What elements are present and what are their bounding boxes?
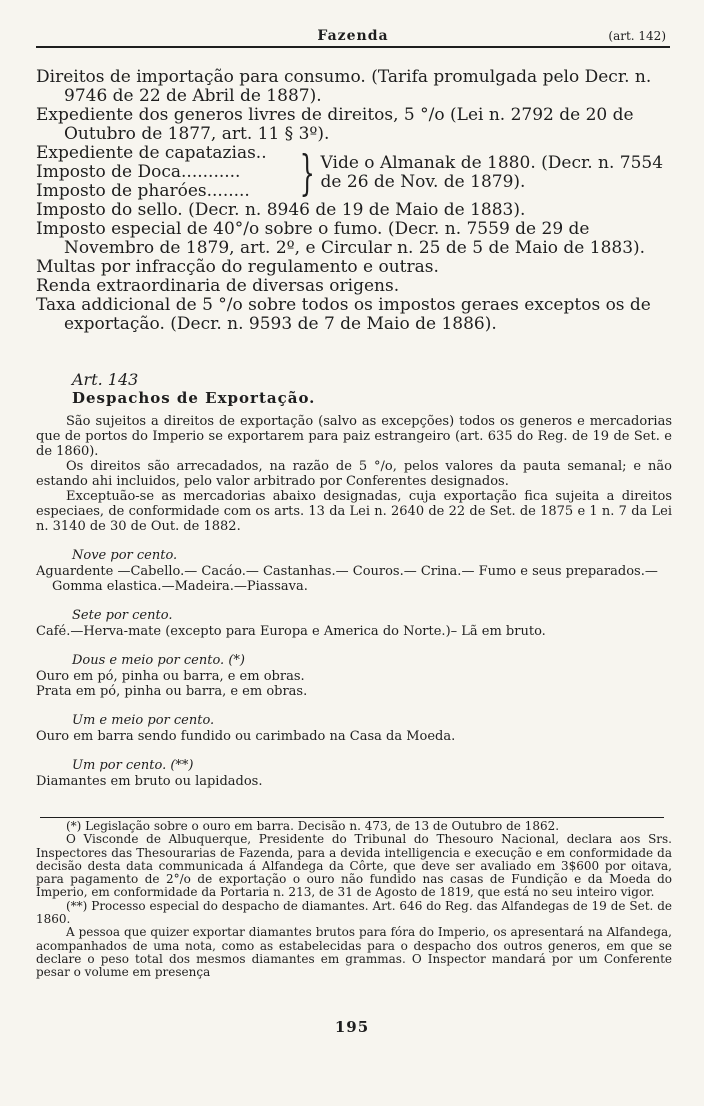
body-paragraph: Exceptuão-se as mercadorias abaixo designadas, cuja exportação fica sujeita a direitos especiaes, de conformidade com os arts. 13 da Lei n. 2640 de 22 de Set. de 1875 e 1 n. 7 da Lei n. 3140 de 30 de Out. de 1882. [36,489,672,534]
revenue-list [36,68,672,334]
article-heading [72,370,315,407]
footnote-rule [40,817,664,818]
brace-item: Imposto de Doca........... [36,162,241,182]
footnotes [36,820,672,980]
article-number: Art. 143 [72,370,139,389]
footnote: A pessoa que quizer exportar diamantes brutos para fóra do Imperio, os apresentará na Alfandega, acompanhados de uma nota, como as estabelecidas para o despacho dos outros generos, em que se declare o peso total dos mesmos diamantes em grammas. O Inspector mandará por um Conferente pesar o volume em presença [36,925,672,980]
rate-items: Aguardente —Cabello.— Cacáo.— Castanhas.— Couros.— Crina.— Fumo e seus preparados.—Gomma elastica.—Madeira.—Piassava. [36,564,658,594]
entry-renda: Renda extraordinaria de diversas origens. [36,276,400,296]
rate-title: Sete por cento. [72,608,173,623]
rate-items: Ouro em pó, pinha ou barra, e em obras. [36,669,305,684]
rate-title: Um e meio por cento. [72,713,215,728]
entry-importacao: Direitos de importação para consumo. (Tarifa promulgada pelo Decr. n. 9746 de 22 de Abril de 1887). [36,67,652,106]
rate-items: Diamantes em bruto ou lapidados. [36,774,263,789]
brace-group [36,144,672,201]
footnote: O Visconde de Albuquerque, Presidente do Tribunal do Thesouro Nacional, declara aos Srs. Inspectores das Thesourarias de Fazenda, para a devida intelligencia e execução e em conformidade da decisão desta data communicada á Alfandega da Côrte, que deve ser avaliado em 3$600 por oitava, para pagamento de 2°/o de exportação o ouro não fundido nas casas de Fundição e da Moeda do Imperio, em conformidade da Portaria n. 213, de 31 de Agosto de 1819, que está no seu inteiro vigor. [36,832,672,900]
entry-fumo: Imposto especial de 40°/o sobre o fumo. (Decr. n. 7559 de 29 de Novembro de 1879, art. 2º, e Circular n. 25 de 5 de Maio de 1883). [36,219,646,258]
rate-group-dous-e-meio [36,653,672,699]
rate-group-um-e-meio [36,713,672,744]
page-number: 195 [334,1018,370,1036]
rate-title: Nove por cento. [72,548,178,563]
header-article-ref: (art. 142) [608,29,666,43]
body-paragraph: Os direitos são arrecadados, na razão de 5 °/o, pelos valores da pauta semanal; e não estando ahi incluidos, pelo valor arbitrado por Conferentes designados. [36,459,672,489]
article-subtitle: Despachos de Exportação. [72,389,316,407]
brace-items [36,144,294,201]
rate-items: Prata em pó, pinha ou barra, e em obras. [36,684,308,699]
rate-title: Dous e meio por cento. (*) [72,653,245,668]
article-body [36,414,672,789]
brace-item: Expediente de capatazias.. [36,143,267,163]
rate-items: Café.—Herva-mate (excepto para Europa e America do Norte.)– Lã em bruto. [36,624,546,639]
brace-item: Imposto de pharóes........ [36,181,250,201]
rate-group-nove [36,548,672,594]
entry-multas: Multas por infracção do regulamento e outras. [36,257,439,277]
header-title: Fazenda [317,28,389,44]
body-paragraph: São sujeitos a direitos de exportação (salvo as excepções) todos os generos e mercadorias que de portos do Imperio se exportarem para paiz estrangeiro (art. 635 do Reg. de 19 de Set. e de 1860). [36,414,672,459]
rate-title: Um por cento. (**) [72,758,194,773]
rate-group-sete [36,608,672,639]
rate-group-um [36,758,672,789]
footnote: (**) Processo especial do despacho de diamantes. Art. 646 do Reg. das Alfandegas de 19 de Set. de 1860. [36,898,672,927]
rate-items: Ouro em barra sendo fundido ou carimbado na Casa da Moeda. [36,729,456,744]
running-header [36,24,670,48]
brace-note: Vide o Almanak de 1880. (Decr. n. 7554 de 26 de Nov. de 1879). [320,152,664,192]
brace-symbol: } [299,144,315,201]
footnote: (*) Legislação sobre o ouro em barra. Decisão n. 473, de 13 de Outubro de 1862. [66,819,560,833]
entry-expediente-generos: Expediente dos generos livres de direitos, 5 °/o (Lei n. 2792 de 20 de Outubro de 1877, art. 11 § 3º). [36,105,634,144]
entry-taxa: Taxa addicional de 5 °/o sobre todos os impostos geraes exceptos os de exportação. (Decr. n. 9593 de 7 de Maio de 1886). [36,295,651,334]
entry-sello: Imposto do sello. (Decr. n. 8946 de 19 de Maio de 1883). [36,200,526,220]
